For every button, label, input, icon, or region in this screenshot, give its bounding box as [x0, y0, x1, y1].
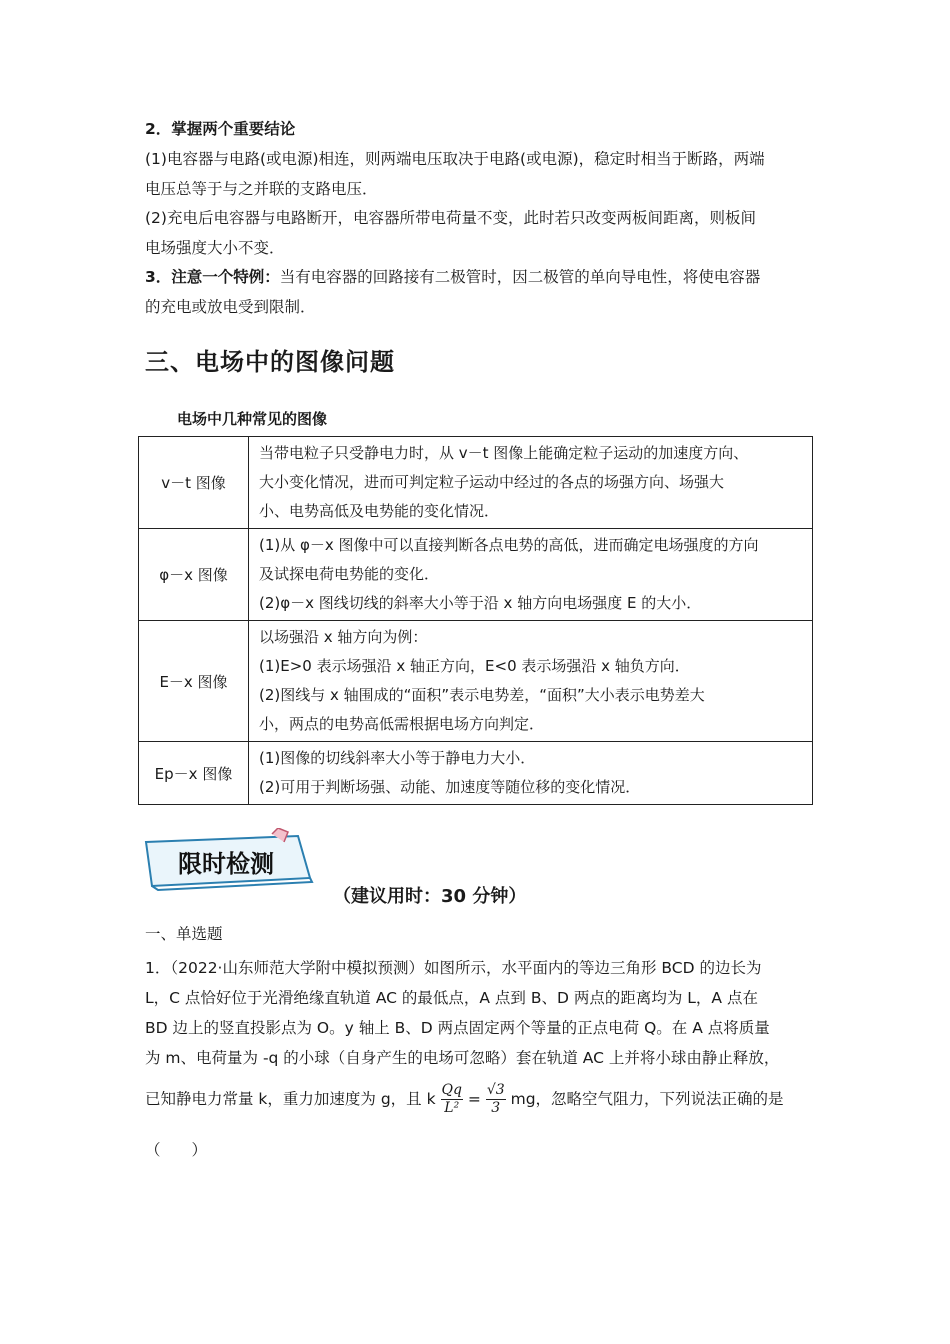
desc-line: (1)从 φ－x 图像中可以直接判断各点电势的高低，进而确定电场强度的方向 [259, 536, 759, 554]
frac-numerator: √3 [486, 1082, 505, 1098]
row-label: v－t 图像 [139, 437, 249, 529]
special-case-text: 当有电容器的回路接有二极管时，因二极管的单向导电性，将使电容器 [279, 268, 761, 286]
fraction-qq-over-l2 [441, 1082, 463, 1117]
question-1-line-1: 1．（2022·山东师范大学附中模拟预测）如图所示，水平面内的等边三角形 BCD 的边长为 [145, 959, 762, 977]
table-caption: 电场中几种常见的图像 [177, 410, 328, 428]
desc-line: 大小变化情况，进而可判定粒子运动中经过的各点的场强方向、场强大 [259, 473, 725, 491]
row-description [249, 742, 813, 805]
desc-line: 及试探电荷电势能的变化． [259, 565, 440, 583]
desc-line: (1)E>0 表示场强沿 x 轴正方向，E<0 表示场强沿 x 轴负方向． [259, 657, 690, 675]
desc-line: (2)φ－x 图线切线的斜率大小等于沿 x 轴方向电场强度 E 的大小． [259, 594, 702, 612]
question-1-line-5 [145, 1082, 784, 1117]
conclusion-2-line-2: 电场强度大小不变． [145, 239, 285, 257]
question-1-line-3: BD 边上的竖直投影点为 O。y 轴上 B、D 两点固定两个等量的正点电荷 Q。在 A 点将质量 [145, 1019, 770, 1037]
table-row [139, 621, 813, 742]
frac-denominator: L² [444, 1100, 460, 1116]
row-description [249, 621, 813, 742]
row-description [249, 437, 813, 529]
desc-line: (2)图线与 x 轴围成的“面积”表示电势差，“面积”大小表示电势差大 [259, 686, 705, 704]
conclusion-2-line-1: (2)充电后电容器与电路断开，电容器所带电荷量不变，此时若只改变两板间距离，则板间 [145, 209, 756, 227]
frac-denominator: 3 [491, 1100, 501, 1116]
row-label: φ－x 图像 [139, 529, 249, 621]
desc-line: 小，两点的电势高低需根据电场方向判定． [259, 715, 545, 733]
table-row [139, 742, 813, 805]
question-1-line-2: L，C 点恰好位于光滑绝缘直轨道 AC 的最低点，A 点到 B、D 两点的距离均为 L，A 点在 [145, 989, 758, 1007]
row-label: Ep－x 图像 [139, 742, 249, 805]
equals-sign: = [467, 1090, 481, 1108]
table-row [139, 437, 813, 529]
desc-line: (2)可用于判断场强、动能、加速度等随位移的变化情况． [259, 778, 641, 796]
desc-line: (1)图像的切线斜率大小等于静电力大小． [259, 749, 536, 767]
desc-line: 当带电粒子只受静电力时，从 v－t 图像上能确定粒子运动的加速度方向、 [259, 444, 749, 462]
timed-test-banner [138, 828, 316, 892]
row-description [249, 529, 813, 621]
special-case-line-1 [145, 265, 810, 287]
row-label: E－x 图像 [139, 621, 249, 742]
time-hint: （建议用时：30 分钟） [333, 886, 527, 907]
special-case-line-2: 的充电或放电受到限制． [145, 298, 316, 316]
desc-line: 以场强沿 x 轴方向为例： [259, 628, 428, 646]
graph-types-table [138, 436, 813, 805]
special-case-label: 3．注意一个特例： [145, 268, 280, 286]
fraction-sqrt3-over-3 [486, 1082, 506, 1117]
single-choice-heading: 一、单选题 [145, 925, 223, 943]
conclusion-1-line-1: (1)电容器与电路(或电源)相连，则两端电压取决于电路(或电源)，稳定时相当于断路，两端 [145, 150, 765, 168]
answer-parentheses: （ ） [145, 1141, 208, 1159]
desc-line: 小、电势高低及电势能的变化情况． [259, 502, 500, 520]
table-row [139, 529, 813, 621]
banner-text: 限时检测 [178, 850, 274, 878]
conclusions-heading: 2．掌握两个重要结论 [145, 120, 296, 138]
frac-numerator: Qq [441, 1082, 462, 1098]
question-1-line-4: 为 m、电荷量为 -q 的小球（自身产生的电场可忽略）套在轨道 AC 上并将小球由静止释放， [145, 1049, 780, 1067]
conclusion-1-line-2: 电压总等于与之并联的支路电压． [145, 180, 378, 198]
section-3-title: 三、电场中的图像问题 [145, 348, 395, 376]
question-text: 已知静电力常量 k，重力加速度为 g，且 k [145, 1090, 436, 1108]
question-text: mg，忽略空气阻力，下列说法正确的是 [510, 1090, 784, 1108]
